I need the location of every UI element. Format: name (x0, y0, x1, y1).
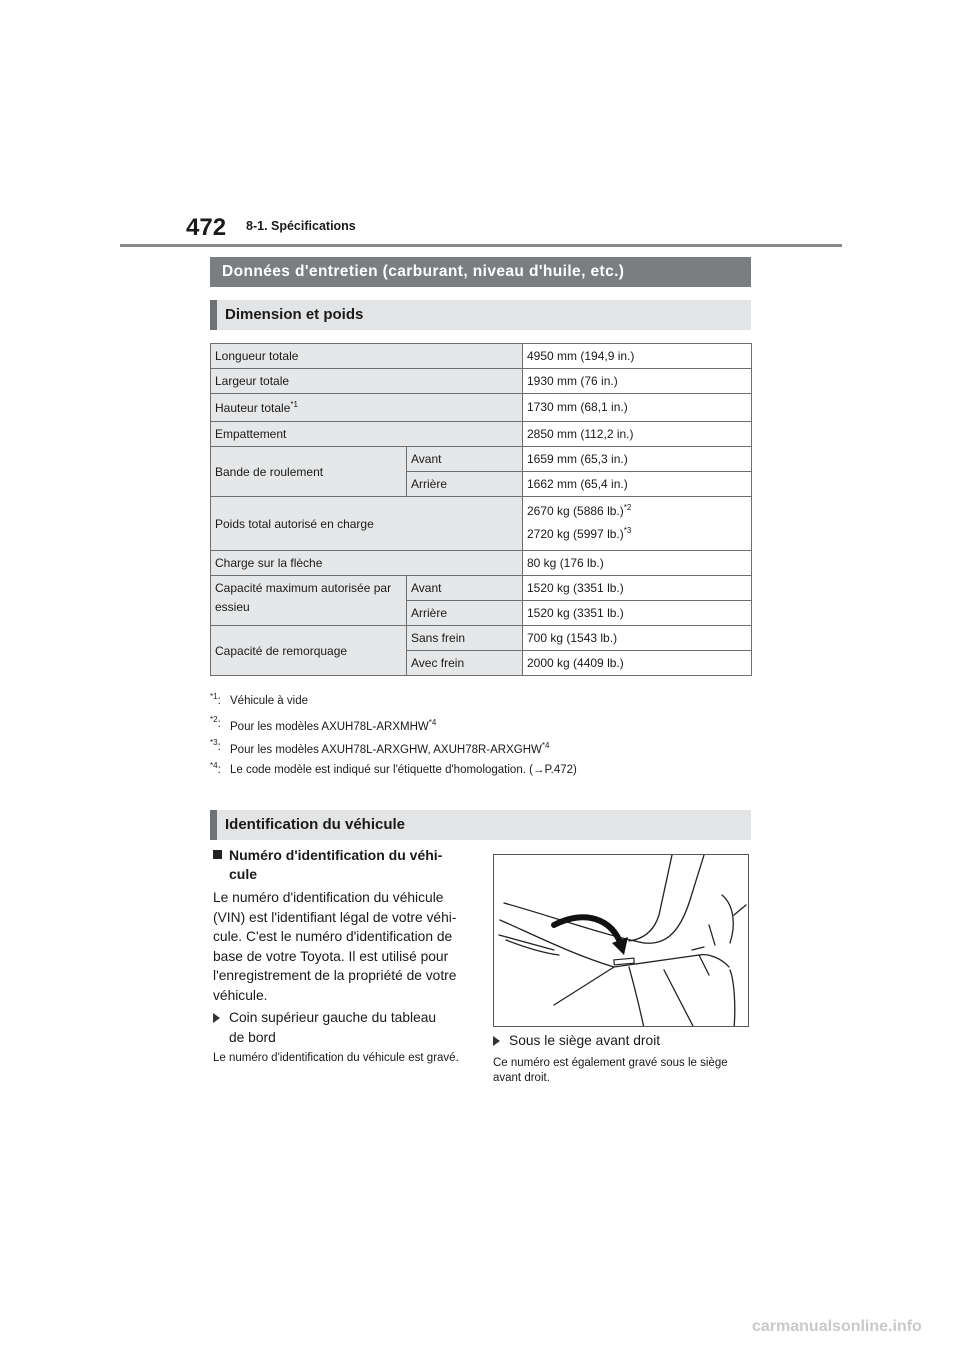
row-label: Largeur totale (215, 374, 290, 388)
sub-label: Arrière (411, 606, 448, 620)
row-label-continued: essieu (215, 600, 250, 614)
row-value: 2720 kg (5997 lb.) (527, 527, 624, 541)
footnote-text: Le code modèle est indiqué sur l'étiquette d'homologation. (→P.472) (230, 764, 577, 776)
sub-label: Sans frein (411, 631, 466, 645)
table-row (211, 626, 752, 651)
footnote-text: Pour les modèles AXUH78L-ARXGHW, AXUH78R-ARXGHW (230, 743, 542, 756)
row-value: 1520 kg (3351 lb.) (527, 606, 624, 620)
row-value: 1730 mm (68,1 in.) (527, 400, 628, 414)
page-number: 472 (186, 214, 227, 241)
table-row (211, 422, 752, 447)
header-divider (120, 244, 842, 247)
table-row (211, 344, 752, 369)
triangle-bullet-icon (213, 1013, 220, 1023)
vin-location-illustration (493, 854, 749, 1027)
row-value: 1930 mm (76 in.) (527, 374, 618, 388)
footnote-ref: *2 (623, 503, 632, 512)
section-dimensions-heading: Dimension et poids (210, 300, 751, 330)
row-value: 2000 kg (4409 lb.) (527, 656, 624, 670)
dashboard-vin-drawing (494, 855, 749, 1027)
table-row (211, 551, 752, 576)
table-row (211, 447, 752, 472)
footnote-ref: *4 (541, 741, 550, 750)
row-value: 700 kg (1543 lb.) (527, 631, 618, 645)
row-value: 1662 mm (65,4 in.) (527, 477, 628, 491)
table-row (211, 394, 752, 422)
row-value: 2670 kg (5886 lb.) (527, 504, 624, 518)
bullet-seat-note: Ce numéro est également gravé sous le siège avant droit. (493, 1057, 728, 1084)
row-value: 80 kg (176 lb.) (527, 556, 604, 570)
row-label: Longueur totale (215, 349, 299, 363)
row-label: Hauteur totale (215, 401, 291, 415)
triangle-bullet-icon (493, 1036, 500, 1046)
table-row (211, 497, 752, 551)
table-row (211, 576, 752, 601)
row-label: Capacité maximum autorisée par (215, 581, 392, 595)
footnote-key: *2 (210, 715, 218, 724)
chapter-title: 8-1. Spécifications (246, 219, 356, 233)
footnote-text: Pour les modèles AXUH78L-ARXMHW (230, 720, 429, 733)
footnote-text: Véhicule à vide (230, 695, 308, 707)
row-value: 4950 mm (194,9 in.) (527, 349, 635, 363)
footnote-ref: *3 (623, 526, 632, 535)
row-label: Poids total autorisé en charge (211, 497, 523, 551)
row-label: Charge sur la flèche (215, 556, 323, 570)
vin-description: Le numéro d'identification du véhicule (VIN) est l'identifiant légal de votre véhicule. C'est le numéro d'identification de base de votre Toyota. Il est utilisé pour l'enregistrement de la propriété de votre véhicule. (213, 890, 457, 1003)
row-label: Capacité de remorquage (211, 626, 407, 676)
bullet-dashboard-note: Le numéro d'identification du véhicule est gravé. (213, 1052, 459, 1064)
footnote-ref: *1 (290, 400, 298, 409)
footnote-key: *1 (210, 692, 218, 701)
row-value: 2850 mm (112,2 in.) (527, 427, 634, 441)
row-label: Empattement (215, 427, 287, 441)
sub-label: Avec frein (411, 656, 465, 670)
sub-label: Arrière (411, 477, 448, 491)
footnote-ref: *4 (428, 718, 437, 727)
watermark: carmanualsonline.info (752, 1318, 922, 1335)
section-identification-heading: Identification du véhicule (210, 810, 751, 840)
bullet-dashboard: Coin supérieur gauche du tableau de bord (213, 1008, 483, 1047)
footnote-key: *4 (210, 761, 218, 770)
section-band-title: Données d'entretien (carburant, niveau d'huile, etc.) (210, 257, 751, 287)
row-label: Bande de roulement (211, 447, 407, 497)
sub-label: Avant (411, 452, 442, 466)
row-value: 1520 kg (3351 lb.) (527, 581, 624, 595)
vin-heading: Numéro d'identification du véhi- cule (213, 846, 442, 884)
footnote-key: *3 (210, 738, 218, 747)
dimensions-table (210, 343, 752, 676)
square-bullet-icon (213, 850, 222, 859)
sub-label: Avant (411, 581, 442, 595)
row-value: 1659 mm (65,3 in.) (527, 452, 628, 466)
bullet-seat: Sous le siège avant droit (493, 1031, 753, 1051)
table-row (211, 369, 752, 394)
